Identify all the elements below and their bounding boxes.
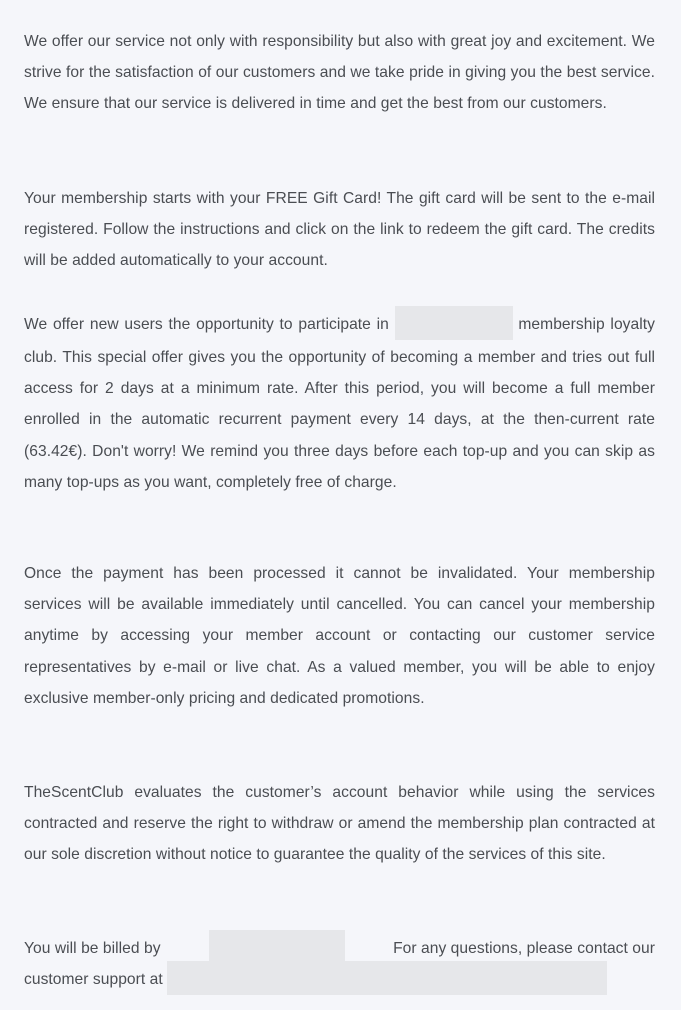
redacted-support-contact [167,961,607,995]
paragraph-account-behavior: TheScentClub evaluates the customer’s account behavior while using the services contracted and reserve the right to withdraw or amend the membership plan contracted at our sole discretion without notice to guarantee the quality of the services of this site. [24,784,655,864]
redacted-company-name [395,306,513,340]
paragraph-gift-card: Your membership starts with your FREE Gift Card! The gift card will be sent to the e-mail registered. Follow the instructions and click on the link to redeem the gift card. The credits will be added automatically to your account. [24,190,655,270]
paragraph-payment-cancellation: Once the payment has been processed it cannot be invalidated. Your membership services will be available immediately until cancelled. You can cancel your membership anytime by accessing your member account or contacting our customer service representatives by e-mail or live chat. As a valued member, you will be able to enjoy exclusive member-only pricing and dedicated promotions. [24,565,655,707]
membership-offer-intro: We offer new users the opportunity to participate in [24,316,389,334]
support-intro: customer support at [24,971,163,989]
billing-line-1 [24,933,655,964]
membership-offer-details: membership loyalty club. This special offer gives you the opportunity of becoming a member and tries out full access for 2 days at a minimum rate. After this period, you will become a full member enrolled in the automatic recurrent payment every 14 days, at the then-current rate (63.42€). Don't worry! We remind you three days before each top-up and you can skip as many top-ups as you want, completely free of charge. [24,316,655,491]
billing-contact-prompt: For any questions, please contact our [393,940,655,957]
billing-line-2 [24,964,655,995]
paragraph-billing-contact [24,933,655,995]
paragraph-membership-offer [24,308,655,498]
billing-intro: You will be billed by [24,940,161,957]
redacted-billing-descriptor [209,930,345,964]
paragraph-service-commitment: We offer our service not only with responsibility but also with great joy and excitement. We strive for the satisfaction of our customers and we take pride in giving you the best service. We ensure that our service is delivered in time and get the best from our customers. [24,33,655,113]
